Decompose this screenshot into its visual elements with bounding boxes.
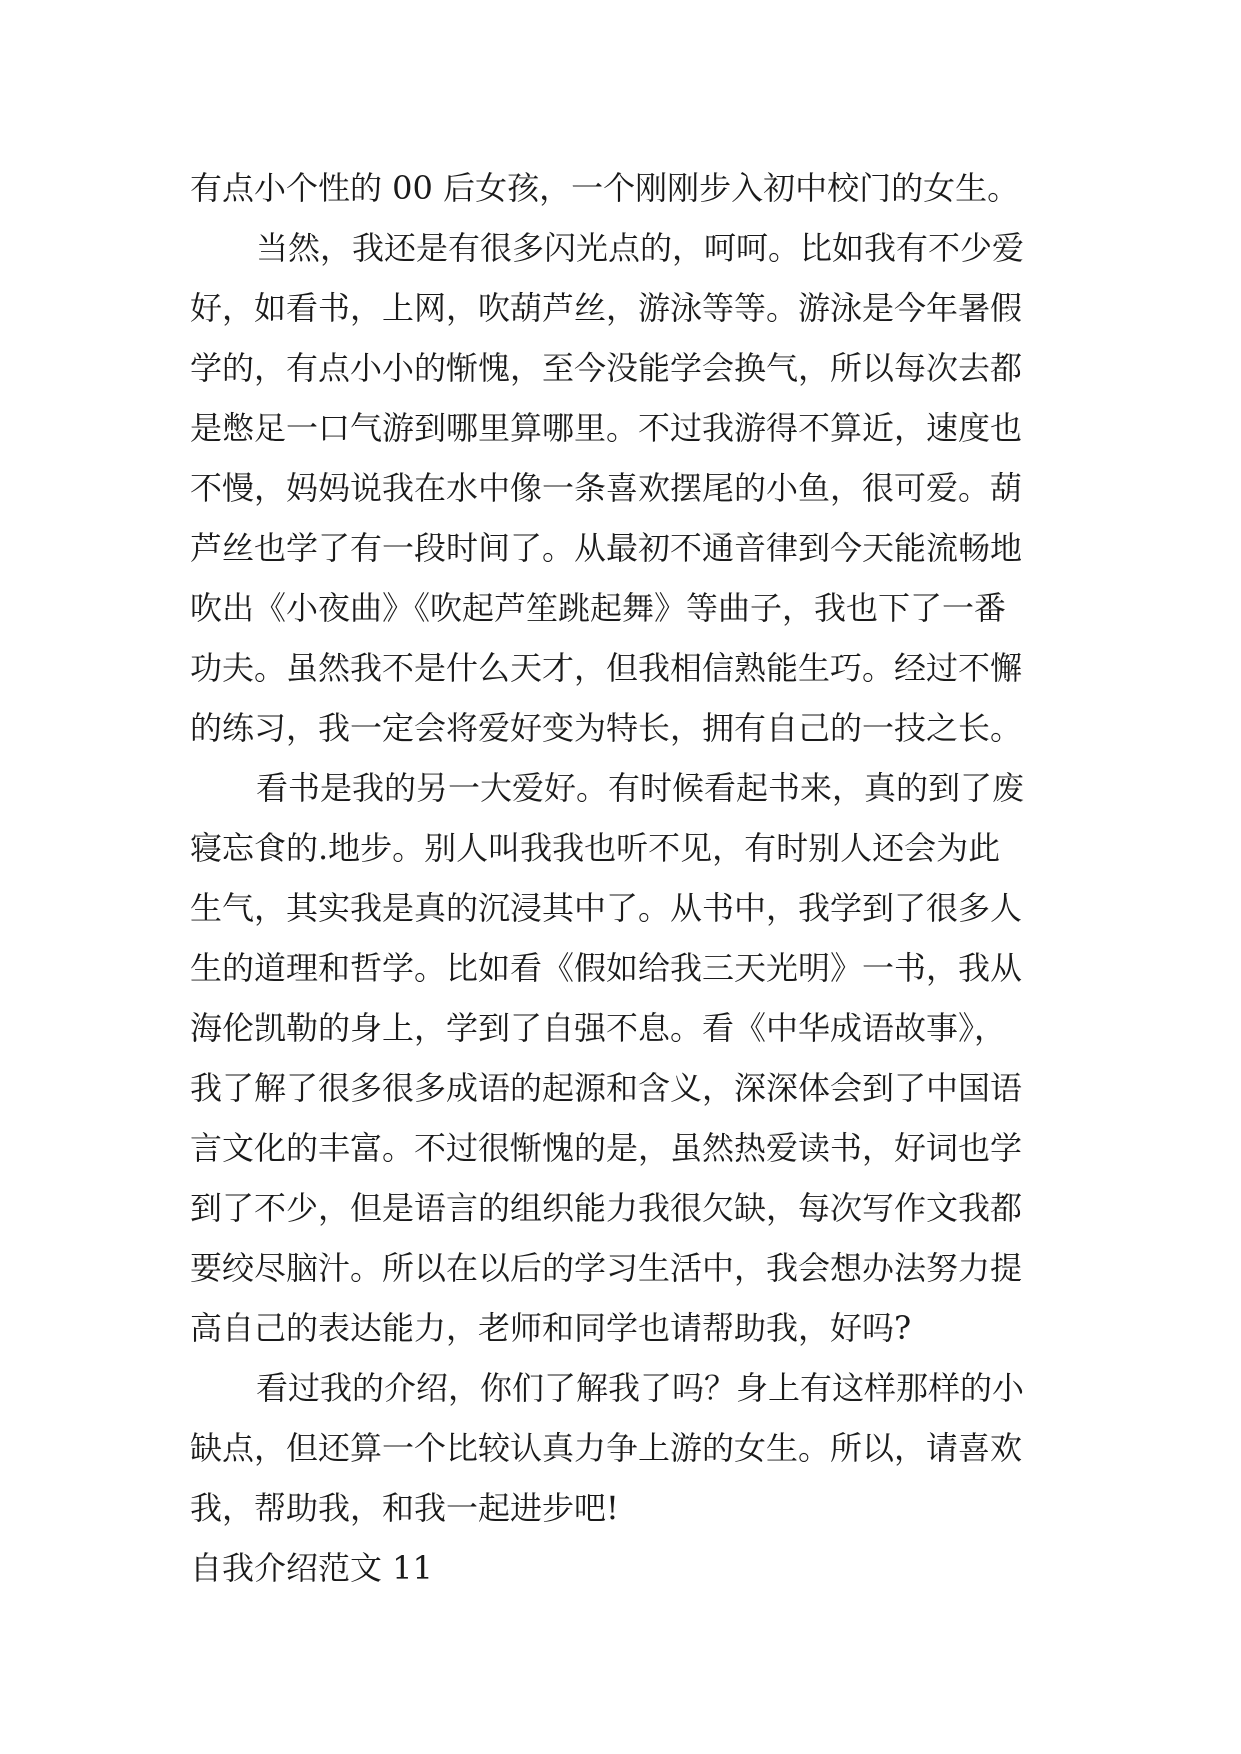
text-line: 学的，有点小小的惭愧，至今没能学会换气，所以每次去都: [190, 349, 1023, 387]
document-body: [190, 158, 1070, 1598]
text-line: 是憋足一口气游到哪里算哪里。不过我游得不算近，速度也: [190, 409, 1023, 447]
text-line: 的练习，我一定会将爱好变为特长，拥有自己的一技之长。: [190, 709, 1023, 747]
paragraph-start-line: 当然，我还是有很多闪光点的，呵呵。比如我有不少爱: [256, 229, 1025, 267]
text-line: 芦丝也学了有一段时间了。从最初不通音律到今天能流畅地: [190, 529, 1023, 567]
text-line: 高自己的表达能力，老师和同学也请帮助我，好吗?: [190, 1309, 912, 1347]
text-line: 海伦凯勒的身上，学到了自强不息。看《中华成语故事》，: [190, 1009, 1007, 1047]
text-line: 生气，其实我是真的沉浸其中了。从书中，我学到了很多人: [190, 889, 1023, 927]
paragraph-start-line: 看过我的介绍，你们了解我了吗？身上有这样那样的小: [256, 1369, 1025, 1407]
paragraph-start-line: 看书是我的另一大爱好。有时候看起书来，真的到了废: [256, 769, 1025, 807]
section-heading: 自我介绍范文 11: [190, 1549, 433, 1587]
text-line: 寝忘食的.地步。别人叫我我也听不见，有时别人还会为此: [190, 829, 1001, 867]
text-line: 到了不少，但是语言的组织能力我很欠缺，每次写作文我都: [190, 1189, 1023, 1227]
text-line: 要绞尽脑汁。所以在以后的学习生活中，我会想办法努力提: [190, 1249, 1023, 1287]
text-line: 有点小个性的 00 后女孩，一个刚刚步入初中校门的女生。: [190, 169, 1020, 207]
text-line: 好，如看书，上网，吹葫芦丝，游泳等等。游泳是今年暑假: [190, 289, 1023, 327]
text-line: 缺点，但还算一个比较认真力争上游的女生。所以，请喜欢: [190, 1429, 1023, 1467]
text-line: 功夫。虽然我不是什么天才，但我相信熟能生巧。经过不懈: [190, 649, 1023, 687]
text-line: 言文化的丰富。不过很惭愧的是，虽然热爱读书，好词也学: [190, 1129, 1023, 1167]
text-line: 生的道理和哲学。比如看《假如给我三天光明》一书，我从: [190, 949, 1023, 987]
text-line: 我，帮助我，和我一起进步吧!: [190, 1489, 619, 1527]
text-line: 我了解了很多很多成语的起源和含义，深深体会到了中国语: [190, 1069, 1023, 1107]
text-line: 不慢，妈妈说我在水中像一条喜欢摆尾的小鱼，很可爱。葫: [190, 469, 1023, 507]
text-line: 吹出《小夜曲》《吹起芦笙跳起舞》等曲子，我也下了一番: [190, 589, 1007, 627]
